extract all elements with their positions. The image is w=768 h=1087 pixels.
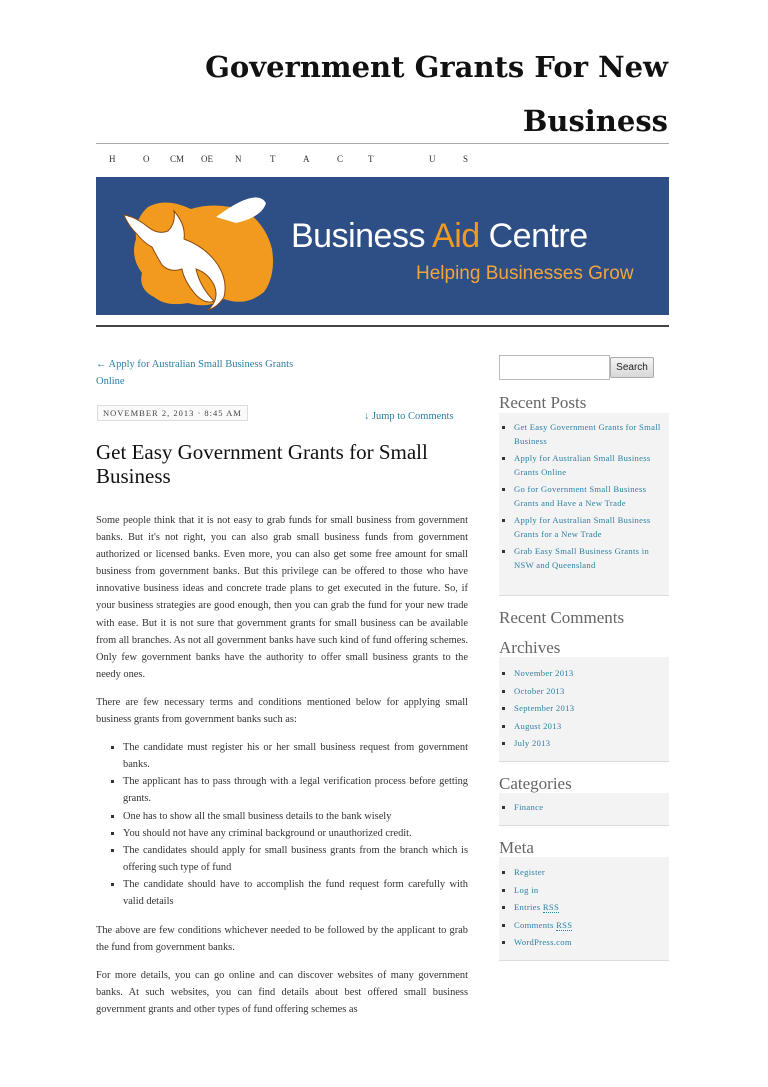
list-item: ▪ One has to show all the small business details to the bank wisely [123,808,468,825]
archive-link[interactable]: ▪ November 2013 [514,665,669,683]
entries-rss-link[interactable]: ▪ Entries RSS [514,899,669,917]
brand-name: Business Aid Centre [291,217,588,255]
list-item: ▪ The candidate must register his or her small business request from government banks. [123,739,468,773]
nav-letter[interactable]: N [235,154,242,164]
archive-link[interactable]: ▪ August 2013 [514,718,669,736]
recent-posts-title: Recent Posts [499,393,587,412]
recent-posts-widget [499,413,669,596]
brand-tagline: Helping Businesses Grow [416,263,634,284]
meta-widget [499,857,669,961]
previous-post-link[interactable]: ← Apply for Australian Small Business Grants Online [96,359,294,387]
register-link[interactable]: ▪ Register [514,864,669,882]
login-link[interactable]: ▪ Log in [514,882,669,900]
list-item: ▪ You should not have any criminal background or unauthorized credit. [123,825,468,842]
archives-widget [499,657,669,762]
nav-letter[interactable]: A [303,154,310,164]
nav-letter[interactable]: H [109,154,116,164]
search-button[interactable]: Search [610,357,654,378]
post-content [96,512,468,1030]
list-item: ▪ The candidate should have to accomplish the fund request form carefully with valid details [123,876,468,910]
nav-letter[interactable]: O [143,154,150,164]
meta-title: Meta [499,838,534,857]
site-title-line2: Business [522,104,668,138]
paragraph: For more details, you can go online and can discover websites of many government banks. At such websites, you can find details about best offered small business government grants and other types of fund offering schemes as [96,970,468,1016]
site-title [198,40,668,148]
post-title: Get Easy Government Grants for Small Business [96,440,428,488]
archive-link[interactable]: ▪ July 2013 [514,735,669,753]
recent-post-link[interactable]: ▪ Grab Easy Small Business Grants in NSW and Queensland [514,545,669,572]
categories-widget [499,793,669,826]
archive-link[interactable]: ▪ September 2013 [514,700,669,718]
site-title-line1: Government Grants For New [205,50,668,84]
nav-letter[interactable]: T [270,154,276,164]
archives-title: Archives [499,638,561,657]
nav-letter[interactable]: T [368,154,374,164]
category-link[interactable]: ▪ Finance [514,801,669,815]
list-item: ▪ The applicant has to pass through with a legal verification process before getting grants. [123,773,468,807]
nav-letter[interactable]: OE [201,154,213,164]
recent-post-link[interactable]: ▪ Go for Government Small Business Grants and Have a New Trade [514,483,669,510]
nav-letter[interactable]: CM [170,154,185,164]
banner-divider [96,325,669,327]
nav-letter[interactable]: C [337,154,344,164]
comments-rss-link[interactable]: ▪ Comments RSS [514,917,669,935]
paragraph: There are few necessary terms and conditions mentioned below for applying small business grants from government banks such as: [96,696,468,726]
search-input[interactable] [499,355,610,380]
recent-post-link[interactable]: ▪ Apply for Australian Small Business Grants Online [514,452,669,479]
post-date: NOVEMBER 2, 2013 · 8:45 AM [97,405,248,421]
recent-comments-title: Recent Comments [499,608,625,627]
header-banner[interactable] [96,177,669,315]
wordpress-link[interactable]: ▪ WordPress.com [514,934,669,952]
list-item: ▪ The candidates should apply for small business grants from the branch which is offering such type of fund [123,842,468,876]
nav-divider [96,143,669,144]
nav-letter[interactable]: S [463,154,469,164]
archive-link[interactable]: ▪ October 2013 [514,683,669,701]
nav-letter[interactable]: U [429,154,436,164]
categories-title: Categories [499,774,572,793]
conditions-list [96,739,468,910]
paragraph: Some people think that it is not easy to grab funds for small business from government banks. But it's not right, you can also grab small business funds from government authorized or licensed banks. Even more, you can also get some free amount for small business from government banks. But this privilege can be offered to those who have innovative business ideas and concrete trade plans to get executed in the future. So, if your business strategies are good enough, then you can grab the fund for your new trade with ease. But it is not sure that government grants for small business can be available from all branches. As not all government banks have such kind of fund offering schemes. Only few government banks have the authority to offer small business grants to the needy ones. [96,515,468,680]
recent-post-link[interactable]: ▪ Get Easy Government Grants for Small Business [514,421,669,448]
recent-post-link[interactable]: ▪ Apply for Australian Small Business Grants for a New Trade [514,514,669,541]
jump-to-comments-link[interactable]: ↓ Jump to Comments [364,411,454,422]
paragraph: The above are few conditions whichever needed to be followed by the applicant to grab the fund from government banks. [96,925,468,954]
